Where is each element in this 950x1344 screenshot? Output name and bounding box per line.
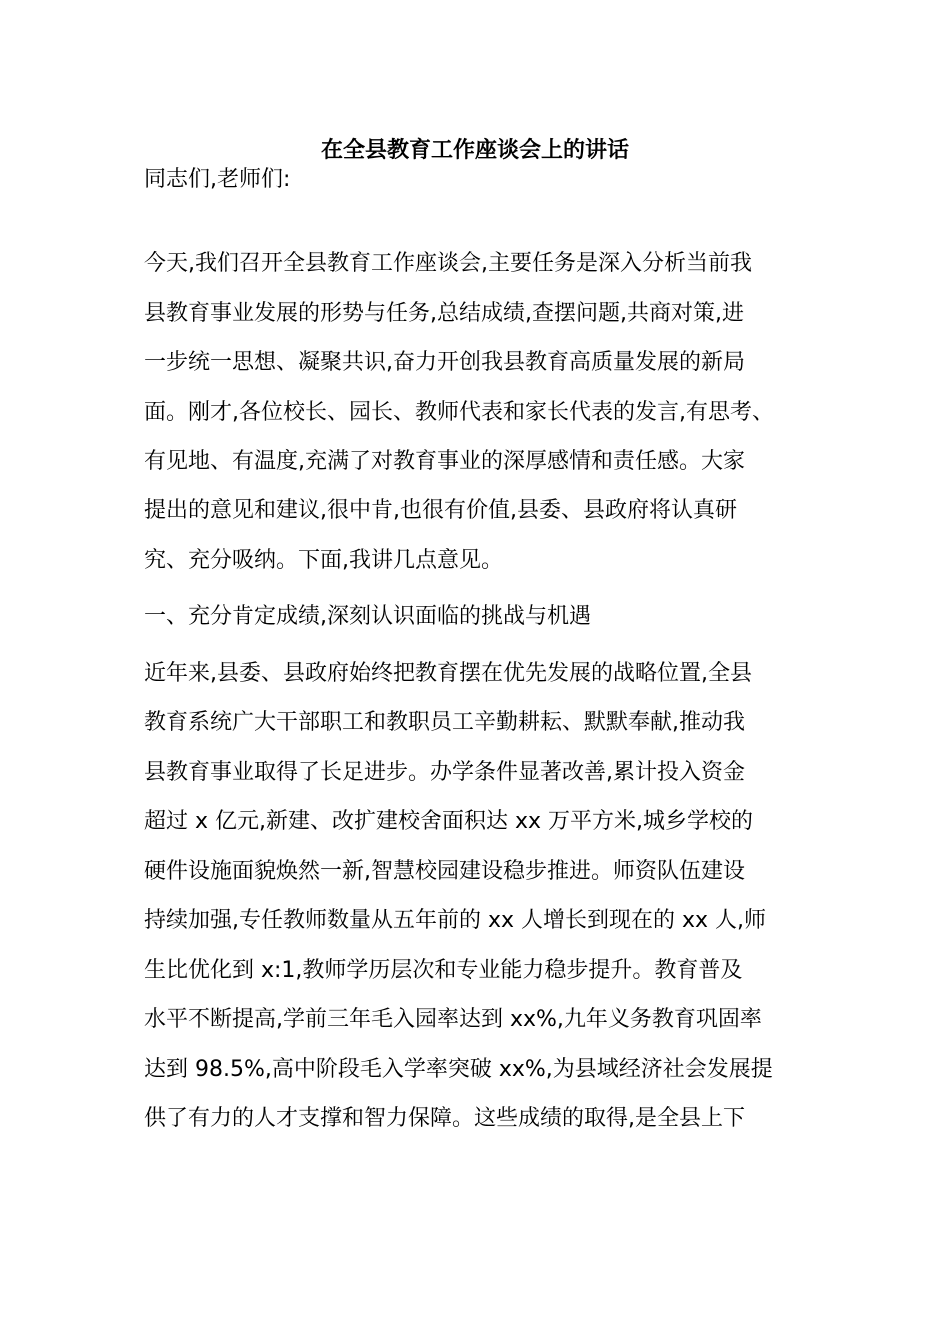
- section-heading: 一、充分肯定成绩,深刻认识面临的挑战与机遇: [144, 604, 591, 629]
- body-line: 近年来,县委、县政府始终把教育摆在优先发展的战略位置,全县: [144, 661, 752, 686]
- body-line: 达到 98.5%,高中阶段毛入学率突破 xx%,为县域经济社会发展提: [144, 1057, 773, 1082]
- body-line: 超过 x 亿元,新建、改扩建校舍面积达 xx 万平方米,城乡学校的: [144, 809, 754, 834]
- body-line: 究、充分吸纳。下面,我讲几点意见。: [144, 548, 503, 573]
- body-line: 今天,我们召开全县教育工作座谈会,主要任务是深入分析当前我: [144, 251, 752, 276]
- body-line: 水平不断提高,学前三年毛入园率达到 xx%,九年义务教育巩固率: [144, 1007, 762, 1032]
- body-line: 县教育事业发展的形势与任务,总结成绩,查摆问题,共商对策,进: [144, 301, 744, 326]
- salutation: 同志们,老师们:: [144, 167, 291, 192]
- body-line: 硬件设施面貌焕然一新,智慧校园建设稳步推进。师资队伍建设: [144, 859, 745, 884]
- body-line: 县教育事业取得了长足进步。办学条件显著改善,累计投入资金: [144, 760, 745, 785]
- body-line: 提出的意见和建议,很中肯,也很有价值,县委、县政府将认真研: [144, 498, 737, 523]
- body-line: 持续加强,专任教师数量从五年前的 xx 人增长到现在的 xx 人,师: [144, 908, 767, 933]
- document-title: 在全县教育工作座谈会上的讲话: [320, 138, 629, 163]
- body-line: 生比优化到 x:1,教师学历层次和专业能力稳步提升。教育普及: [144, 958, 743, 983]
- body-line: 供了有力的人才支撑和智力保障。这些成绩的取得,是全县上下: [144, 1106, 745, 1131]
- body-line: 一步统一思想、凝聚共识,奋力开创我县教育高质量发展的新局: [144, 350, 745, 375]
- body-line: 教育系统广大干部职工和教职员工辛勤耕耘、默默奉献,推动我: [144, 710, 745, 735]
- body-line: 面。刚才,各位校长、园长、教师代表和家长代表的发言,有思考、: [144, 400, 774, 425]
- body-line: 有见地、有温度,充满了对教育事业的深厚感情和责任感。大家: [144, 449, 745, 474]
